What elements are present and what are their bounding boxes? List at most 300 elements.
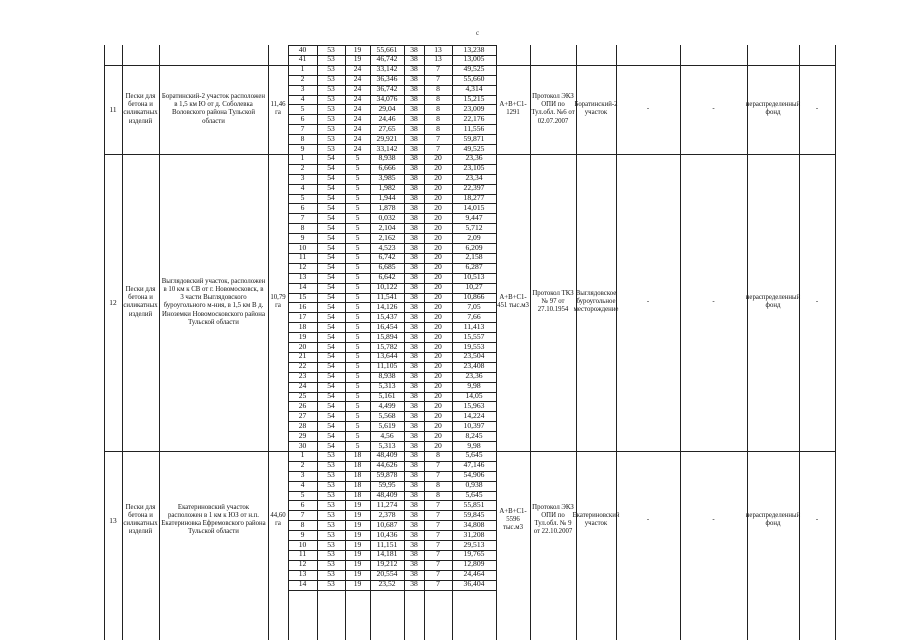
coordinate-cell: 54 [327,232,335,242]
coordinate-cell: 24 [353,84,362,94]
coordinate-cell: 38 [410,183,418,193]
coordinate-cell: 1,982 [378,183,396,193]
coordinate-cell: 7 [436,509,440,519]
coordinate-cell: 38 [410,173,418,183]
coordinate-cell: 14,015 [463,202,485,212]
coordinate-cell: 10 [298,539,307,549]
fund-status-text: нераспределенный фонд [745,294,801,310]
coordinate-cell: 15,782 [376,341,398,351]
coordinate-cell: 4 [300,94,305,103]
coordinate-cell: 38 [410,499,418,509]
coordinate-cell: 1 [300,64,305,74]
coordinate-cell: 5 [355,381,360,391]
mineral-type-text: Пески для бетона и силикатных изделий [123,285,158,318]
coordinate-cell: 53 [327,84,335,94]
coordinate-cell: 53 [327,519,335,529]
coordinate-cell: 14,126 [376,301,398,311]
coordinate-cell: 11,274 [376,499,398,509]
coordinate-cell: 23,34 [465,173,483,183]
coordinate-cell: 38 [410,252,418,262]
coordinate-cell: 53 [327,103,335,113]
coordinate-cell: 38 [410,321,418,331]
empty-dash [680,154,747,451]
coordinate-cell: 20 [434,282,442,292]
fund-status [745,451,801,590]
coordinate-cell: 4,56 [380,430,394,440]
coordinate-cell: 8 [436,450,440,460]
coordinate-cell: 24 [353,64,362,74]
coordinate-cell: 20 [434,272,442,282]
coordinate-cell: 2,162 [378,232,396,242]
coordinate-cell: 38 [410,64,418,74]
coordinate-cell: 24 [298,381,307,391]
coordinate-cell: 23,009 [463,103,485,113]
coordinate-cell: 29,921 [376,133,398,143]
site-description [161,154,266,451]
coordinate-cell: 38 [410,529,418,539]
coordinate-cell: 54 [327,193,335,202]
coordinate-cell: 33,142 [376,64,398,74]
coordinate-cell: 7 [436,539,440,549]
coordinate-cell: 13,238 [463,44,485,54]
site-description [161,65,266,154]
page-mark: c [476,29,480,37]
coordinate-cell: 36,346 [376,74,398,84]
coordinate-cell: 15,963 [463,400,485,410]
coordinate-cell: 9,98 [467,381,481,391]
coordinate-cell: 15,894 [376,331,398,341]
protocol [531,451,575,590]
coordinate-cell: 6,642 [378,272,396,282]
coordinate-cell: 53 [327,470,335,480]
coordinate-cell: 7 [436,549,440,559]
coordinate-cell: 54 [327,242,335,252]
empty-dash-text: - [815,516,819,524]
column-border [159,45,160,640]
coordinate-cell: 11,413 [463,321,485,331]
coordinate-cell: 54 [327,252,335,262]
empty-dash [616,154,680,451]
coordinate-cell: 38 [410,509,418,519]
coordinate-cell: 5 [355,153,360,163]
coordinate-cell: 54 [327,202,335,212]
coordinate-cell: 38 [410,113,418,123]
deposit-name-text: Боратинский-2 участок [574,101,618,117]
coordinate-cell: 5 [355,272,360,282]
coordinate-cell: 23,36 [465,153,483,163]
coordinate-cell: 38 [410,292,418,301]
coordinate-cell: 20 [434,301,442,311]
coordinate-cell: 7 [436,579,440,589]
coordinate-cell: 20 [434,163,442,173]
coordinate-cell: 19 [353,559,362,569]
coordinate-cell: 7 [300,212,305,222]
coordinate-cell: 13,644 [376,351,398,361]
coordinate-cell: 5 [355,202,360,212]
coordinate-cell: 38 [410,282,418,292]
coordinate-cell: 38 [410,103,418,113]
empty-dash [799,154,835,451]
coordinate-cell: 11,105 [376,361,398,371]
coordinate-cell: 5 [355,301,360,311]
coordinate-cell: 5 [355,193,360,202]
coordinate-cell: 5 [355,292,360,301]
coordinate-cell: 54 [327,183,335,193]
coordinate-cell: 7 [436,74,440,84]
coordinate-cell: 36,404 [463,579,485,589]
coordinate-cell: 11 [298,549,307,559]
coordinate-cell: 8 [436,94,440,103]
coordinate-cell: 29,513 [463,539,485,549]
site-description-text: Выглядовский участок, расположен в 10 км к СВ от г. Новомосковск, в 3 части Выглядовского буроугольного м-ния, в 1,5 км В д. Иноземки Новомосковского района Тульской области [161,277,266,326]
coordinate-cell: 53 [327,579,335,589]
coordinate-cell: 2,104 [378,222,396,232]
site-description-text: Боратинский-2 участок расположен в 1,5 км Ю от д. Соболевка Воловского района Тульской области [161,92,266,125]
reserves [496,451,530,590]
coordinate-cell: 5 [355,232,360,242]
coordinate-cell: 14 [298,579,307,589]
coordinate-cell: 38 [410,222,418,232]
coordinate-cell: 59,878 [376,470,398,480]
protocol-text: Протокол ТКЗ № 97 от 27.10.1954 [532,290,574,314]
coordinate-cell: 5 [355,341,360,351]
coordinate-cell: 3 [300,470,305,480]
coordinate-cell: 24 [353,103,362,113]
coordinate-cell: 26 [298,400,307,410]
empty-dash [680,451,747,590]
coordinate-cell: 20 [434,183,442,193]
coordinate-cell: 6 [300,113,305,123]
coordinate-cell: 8,245 [465,430,483,440]
empty-dash-text: - [712,516,715,524]
coordinate-cell: 19 [353,54,362,64]
empty-dash-text: - [646,105,650,113]
coordinate-cell: 54 [327,331,335,341]
coordinate-cell: 19,212 [376,559,398,569]
deposit-name [572,451,620,590]
coordinate-cell: 4,523 [378,242,396,252]
coordinate-cell: 54 [327,420,335,430]
coordinate-cell: 19 [353,569,362,579]
coordinate-cell: 38 [410,143,418,153]
coordinate-cell: 5 [355,163,360,173]
coordinate-cell: 5 [300,103,305,113]
coordinate-cell: 8 [436,113,440,123]
coordinate-cell: 54 [327,282,335,292]
protocol [531,154,575,451]
coordinate-cell: 53 [327,460,335,470]
coordinate-cell: 5 [355,173,360,183]
coordinate-cell: 9,98 [467,440,481,450]
coordinate-cell: 44,626 [376,460,398,470]
coordinate-cell: 5 [355,331,360,341]
coordinate-cell: 5 [355,183,360,193]
coordinate-cell: 5,313 [378,440,396,450]
coordinate-cell: 38 [410,460,418,470]
coordinate-cell: 20 [434,341,442,351]
coordinate-cell: 6,685 [378,262,396,272]
coordinate-cell: 6,666 [378,163,396,173]
coordinate-cell: 29,04 [378,103,396,113]
coordinate-cell: 38 [410,84,418,94]
coordinate-cell: 59,95 [378,480,396,490]
coordinate-cell: 54 [327,410,335,420]
coordinate-cell: 8 [436,103,440,113]
coordinate-cell: 20 [298,341,307,351]
coordinate-cell: 53 [327,480,335,490]
section-number [104,154,122,451]
reserves-text: А+В+С1-1291 [499,101,527,117]
section-number-text: 13 [109,515,117,525]
coordinate-cell: 20 [434,331,442,341]
coordinate-cell: 22,397 [463,183,485,193]
coordinate-cell: 38 [410,490,418,499]
coordinate-cell: 18 [353,450,362,460]
coordinate-cell: 54 [327,272,335,282]
coordinate-cell: 10,436 [376,529,398,539]
coordinate-cell: 53 [327,133,335,143]
coordinate-cell: 0,938 [465,480,483,490]
coordinate-cell: 38 [410,123,418,133]
coordinate-cell: 20 [434,173,442,183]
coordinate-cell: 38 [410,391,418,400]
coordinate-cell: 24 [353,133,362,143]
coordinate-cell: 22,176 [463,113,485,123]
coordinate-cell: 20 [434,193,442,202]
coordinate-cell: 54 [327,351,335,361]
coordinate-cell: 21 [298,351,307,361]
coordinate-cell: 38 [410,163,418,173]
coordinate-cell: 38 [410,430,418,440]
coordinate-cell: 20 [434,262,442,272]
coordinate-cell: 53 [327,559,335,569]
empty-dash-text: - [712,298,715,306]
coordinate-cell: 5 [355,242,360,252]
coordinate-cell: 18 [353,460,362,470]
coordinate-cell: 11,541 [376,292,398,301]
coordinate-cell: 38 [410,331,418,341]
coordinate-cell: 20 [434,311,442,321]
coordinate-cell: 38 [410,54,418,64]
coordinate-cell: 38 [410,301,418,311]
mineral-type-text: Пески для бетона и силикатных изделий [123,92,158,125]
coordinate-cell: 4 [300,183,305,193]
coordinate-cell: 23 [298,371,307,381]
coordinate-cell: 24 [353,143,362,153]
coordinate-cell: 54 [327,262,335,272]
coordinate-cell: 53 [327,490,335,499]
coordinate-cell: 38 [410,371,418,381]
coordinate-cell: 38 [410,579,418,589]
coordinate-cell: 54 [327,400,335,410]
coordinate-cell: 23,408 [463,361,485,371]
site-area [268,65,288,154]
coordinate-cell: 4 [300,480,305,490]
coordinate-cell: 29 [298,430,307,440]
coordinate-cell: 20 [434,232,442,242]
coordinate-cell: 20 [434,381,442,391]
coordinate-cell: 54 [327,371,335,381]
coordinate-cell: 2,378 [378,509,396,519]
coordinate-cell: 40 [298,44,307,54]
coordinate-cell: 7 [436,64,440,74]
coordinate-cell: 19 [353,539,362,549]
coordinate-cell: 30 [298,440,307,450]
coordinate-cell: 5 [355,222,360,232]
coordinate-cell: 3 [300,173,305,183]
deposit-name [574,65,618,154]
coordinate-cell: 5 [355,410,360,420]
coordinate-cell: 7 [300,123,305,133]
coordinate-cell: 54 [327,292,335,301]
coordinate-cell: 54 [327,381,335,391]
protocol [531,65,575,154]
coordinate-cell: 24,464 [463,569,485,579]
coordinate-cell: 38 [410,480,418,490]
coordinate-cell: 10,687 [376,519,398,529]
coordinate-cell: 54 [327,321,335,331]
coordinate-cell: 20,554 [376,569,398,579]
coordinate-cell: 38 [410,440,418,450]
coordinate-cell: 41 [298,54,307,64]
coordinate-cell: 20 [434,430,442,440]
coordinate-cell: 38 [410,549,418,559]
coordinate-cell: 38 [410,539,418,549]
coordinate-cell: 20 [434,391,442,400]
coordinate-cell: 5,313 [378,381,396,391]
coordinate-cell: 34,808 [463,519,485,529]
coordinate-cell: 2 [300,163,305,173]
coordinate-cell: 6 [300,202,305,212]
coordinate-cell: 24 [353,74,362,84]
coordinate-cell: 38 [410,193,418,202]
coordinate-cell: 38 [410,351,418,361]
coordinate-cell: 5 [355,351,360,361]
coordinate-cell: 8 [300,133,305,143]
coordinate-cell: 38 [410,202,418,212]
coordinate-cell: 7 [436,569,440,579]
coordinate-cell: 19 [353,44,362,54]
coordinate-cell: 5,161 [378,391,396,400]
coordinate-cell: 55,851 [463,499,485,509]
coordinate-cell: 14,224 [463,410,485,420]
coordinate-cell: 38 [410,519,418,529]
mineral-type [123,154,158,451]
coordinate-cell: 12 [298,262,307,272]
coordinate-cell: 2 [300,460,305,470]
coordinate-cell: 16 [298,301,307,311]
coordinate-cell: 22 [298,361,307,371]
coordinate-cell: 54 [327,153,335,163]
empty-dash [799,65,835,154]
coordinate-cell: 18 [298,321,307,331]
coordinate-cell: 54 [327,311,335,321]
coordinate-cell: 24,46 [378,113,396,123]
site-area-text: 44,60 га [270,511,286,528]
coordinate-cell: 53 [327,143,335,153]
coordinate-cell: 5 [355,262,360,272]
deposit-name-text: Екатериновский участок [572,511,620,528]
coordinate-cell: 18 [353,490,362,499]
coordinate-cell: 54 [327,341,335,351]
coordinate-cell: 38 [410,133,418,143]
fund-status-text: нераспределенный фонд [745,511,801,528]
coordinate-cell: 54 [327,440,335,450]
coordinate-cell: 27,65 [378,123,396,133]
coordinate-cell: 34,076 [376,94,398,103]
coordinate-cell: 20 [434,361,442,371]
coordinate-cell: 5 [355,321,360,331]
coordinate-cell: 28 [298,420,307,430]
coordinate-cell: 8,938 [378,153,396,163]
coordinate-cell: 53 [327,44,335,54]
coordinate-cell: 5,645 [465,450,483,460]
coordinate-cell: 10 [298,242,307,252]
coordinate-cell: 14,05 [465,391,483,400]
coordinate-cell: 54 [327,301,335,311]
site-area [268,451,288,590]
coordinate-cell: 27 [298,410,307,420]
coordinate-cell: 53 [327,64,335,74]
coordinate-cell: 23,504 [463,351,485,361]
coordinate-cell: 20 [434,400,442,410]
coordinate-cell: 2,158 [465,252,483,262]
coordinate-cell: 10,513 [463,272,485,282]
coordinate-cell: 12,809 [463,559,485,569]
coordinate-cell: 5,712 [465,222,483,232]
site-area-text: 10,79 га [270,294,286,310]
coordinate-cell: 9 [300,143,305,153]
coordinate-cell: 53 [327,54,335,64]
coordinate-cell: 15 [298,292,307,301]
coordinate-cell: 24 [353,123,362,133]
coordinate-cell: 19,553 [463,341,485,351]
coordinate-cell: 2,09 [467,232,481,242]
reserves-text: А+В+С1-451 тыс.м3 [497,294,529,310]
coordinate-cell: 53 [327,529,335,539]
coordinate-cell: 18 [353,480,362,490]
coordinate-cell: 20 [434,371,442,381]
coordinate-cell: 7 [436,499,440,509]
coordinate-cell: 38 [410,559,418,569]
reserves-text: А+В+С1-5596 тыс.м3 [499,507,527,532]
coordinate-cell: 16,454 [376,321,398,331]
coordinate-cell: 5 [355,252,360,262]
coordinate-cell: 2 [300,74,305,84]
coordinate-cell: 12 [298,559,307,569]
coordinate-cell: 9,447 [465,212,483,222]
coordinate-cell: 13,005 [463,54,485,64]
coordinate-cell: 48,409 [376,450,398,460]
coordinate-cell: 38 [410,450,418,460]
coordinate-cell: 46,742 [376,54,398,64]
coordinate-cell: 20 [434,410,442,420]
coordinate-cell: 7 [436,529,440,539]
coordinate-cell: 24 [353,94,362,103]
section-number-text: 11 [109,104,117,114]
coordinate-cell: 14,181 [376,549,398,559]
coordinate-cell: 47,146 [463,460,485,470]
coordinate-cell: 4,499 [378,400,396,410]
coordinate-cell: 1,878 [378,202,396,212]
coordinate-cell: 9 [300,232,305,242]
coordinate-cell: 31,208 [463,529,485,539]
coordinate-cell: 15,437 [376,311,398,321]
coordinate-cell: 3 [300,84,305,94]
coordinate-cell: 7,05 [467,301,481,311]
coordinate-cell: 8 [436,480,440,490]
coordinate-cell: 38 [410,361,418,371]
